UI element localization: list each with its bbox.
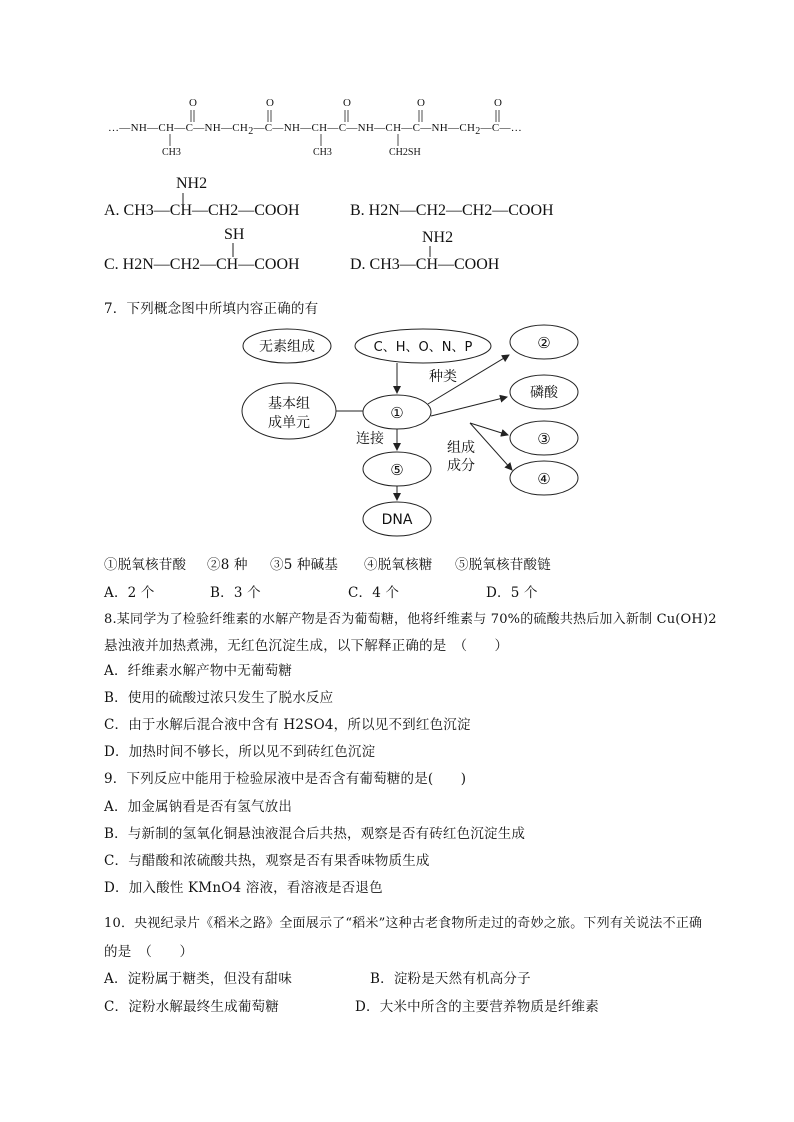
label-basic-unit-line1: 基本组 xyxy=(268,396,310,412)
label-node-3: ③ xyxy=(537,430,551,448)
q10-option-d[interactable]: D．大米中所含的主要营养物质是纤维素 xyxy=(355,999,599,1015)
label-connect: 连接 xyxy=(356,431,384,447)
q6-option-a[interactable]: A. CH3—CH—CH2—COOH xyxy=(104,202,300,219)
q7-option-b[interactable]: B．3 个 xyxy=(210,585,261,601)
arrow-1-to-phosphate xyxy=(431,397,507,416)
q9-option-a[interactable]: A．加金属钠看是否有氢气放出 xyxy=(104,799,293,815)
q7-item-3: ③5 种碱基 xyxy=(270,557,339,573)
peptide-carbonyl-o-1: O xyxy=(189,97,197,109)
peptide-carbonyl-o-2: O xyxy=(266,97,274,109)
q7-item-5: ⑤脱氧核苷酸链 xyxy=(455,557,551,573)
peptide-chain-part-2: —C—NH—CH—C—NH—CH—C—NH—CH xyxy=(253,122,476,134)
q6-option-d-top-group: NH2 xyxy=(422,229,454,246)
q7-item-4: ④脱氧核糖 xyxy=(364,557,433,573)
label-elements-list: C、H、O、N、P xyxy=(373,340,473,355)
q8-option-c[interactable]: C．由于水解后混合液中含有 H2SO4，所以见不到红色沉淀 xyxy=(104,717,471,733)
label-kinds: 种类 xyxy=(429,369,457,385)
q7-option-a[interactable]: A．2 个 xyxy=(104,585,155,601)
q9-option-c[interactable]: C．与醋酸和浓硫酸共热，观察是否有果香味物质生成 xyxy=(104,853,430,869)
q10-stem-line1: 10．央视纪录片《稻米之路》全面展示了“稻米”这种古老食物所走过的奇妙之旅。下列有关说法不正确 xyxy=(104,916,703,931)
peptide-side-group-3: CH2SH xyxy=(389,147,421,158)
q8-option-d[interactable]: D．加热时间不够长，所以见不到砖红色沉淀 xyxy=(104,744,376,760)
label-node-2: ② xyxy=(537,334,551,352)
peptide-side-group-2: CH3 xyxy=(313,147,332,158)
peptide-side-group-1: CH3 xyxy=(162,147,181,158)
label-node-1: ① xyxy=(390,404,404,422)
peptide-chain-part-1: …—NH—CH—C—NH—CH xyxy=(108,122,249,134)
peptide-bonds xyxy=(0,0,794,170)
q7-stem: 7．下列概念图中所填内容正确的有 xyxy=(104,301,319,317)
q9-option-d[interactable]: D．加入酸性 KMnO4 溶液，看溶液是否退色 xyxy=(104,880,383,896)
q9-stem: 9．下列反应中能用于检验尿液中是否含有葡萄糖的是( ) xyxy=(104,771,467,787)
q6-option-a-top-group: NH2 xyxy=(176,175,208,192)
q8-stem-line1: 8.某同学为了检验纤维素的水解产物是否为葡萄糖，他将纤维素与 70%的硫酸共热后加入新制 Cu(OH)2 xyxy=(104,612,717,627)
label-basic-unit-line2: 成单元 xyxy=(268,415,310,431)
q10-option-b[interactable]: B．淀粉是天然有机高分子 xyxy=(370,971,531,987)
q7-item-2: ②8 种 xyxy=(207,557,248,573)
peptide-chain-sub-2: 2 xyxy=(475,126,481,137)
peptide-chain-sub-1: 2 xyxy=(248,126,254,137)
concept-diagram xyxy=(230,320,590,545)
q6-option-c-top-group: SH xyxy=(224,226,245,243)
q6-option-b[interactable]: B. H2N—CH2—CH2—COOH xyxy=(350,202,554,219)
q9-option-b[interactable]: B．与新制的氢氧化铜悬浊液混合后共热，观察是否有砖红色沉淀生成 xyxy=(104,826,526,842)
q10-option-a[interactable]: A．淀粉属于糖类，但没有甜味 xyxy=(104,971,293,987)
peptide-chain xyxy=(108,122,522,137)
q10-option-c[interactable]: C．淀粉水解最终生成葡萄糖 xyxy=(104,999,279,1015)
peptide-carbonyl-o-5: O xyxy=(494,97,502,109)
q8-option-a[interactable]: A．纤维素水解产物中无葡萄糖 xyxy=(104,663,293,679)
q7-option-d[interactable]: D．5 个 xyxy=(486,585,538,601)
label-element-composition: 无素组成 xyxy=(259,339,315,355)
q6-option-d[interactable]: D. CH3—CH—COOH xyxy=(350,256,500,273)
q10-stem-line2: 的是 （ ） xyxy=(104,944,194,960)
q8-option-b[interactable]: B．使用的硫酸过浓只发生了脱水反应 xyxy=(104,690,334,706)
label-node-5: ⑤ xyxy=(390,461,404,479)
label-components-line1: 组成 xyxy=(447,440,475,456)
q7-option-c[interactable]: C．4 个 xyxy=(348,585,400,601)
peptide-carbonyl-o-3: O xyxy=(343,97,351,109)
label-node-4: ④ xyxy=(537,470,551,488)
label-dna: DNA xyxy=(381,512,413,528)
label-components-line2: 成分 xyxy=(447,458,475,474)
q6-option-c[interactable]: C. H2N—CH2—CH—COOH xyxy=(104,256,300,273)
q8-stem-line2: 悬浊液并加热煮沸，无红色沉淀生成，以下解释正确的是 （ ） xyxy=(104,638,509,654)
q6-option-c-bond xyxy=(231,243,235,257)
q7-item-1: ①脱氧核苷酸 xyxy=(104,557,187,573)
label-phosphate: 磷酸 xyxy=(530,385,558,401)
peptide-chain-part-3: —C—… xyxy=(480,122,523,134)
peptide-carbonyl-o-4: O xyxy=(417,97,425,109)
